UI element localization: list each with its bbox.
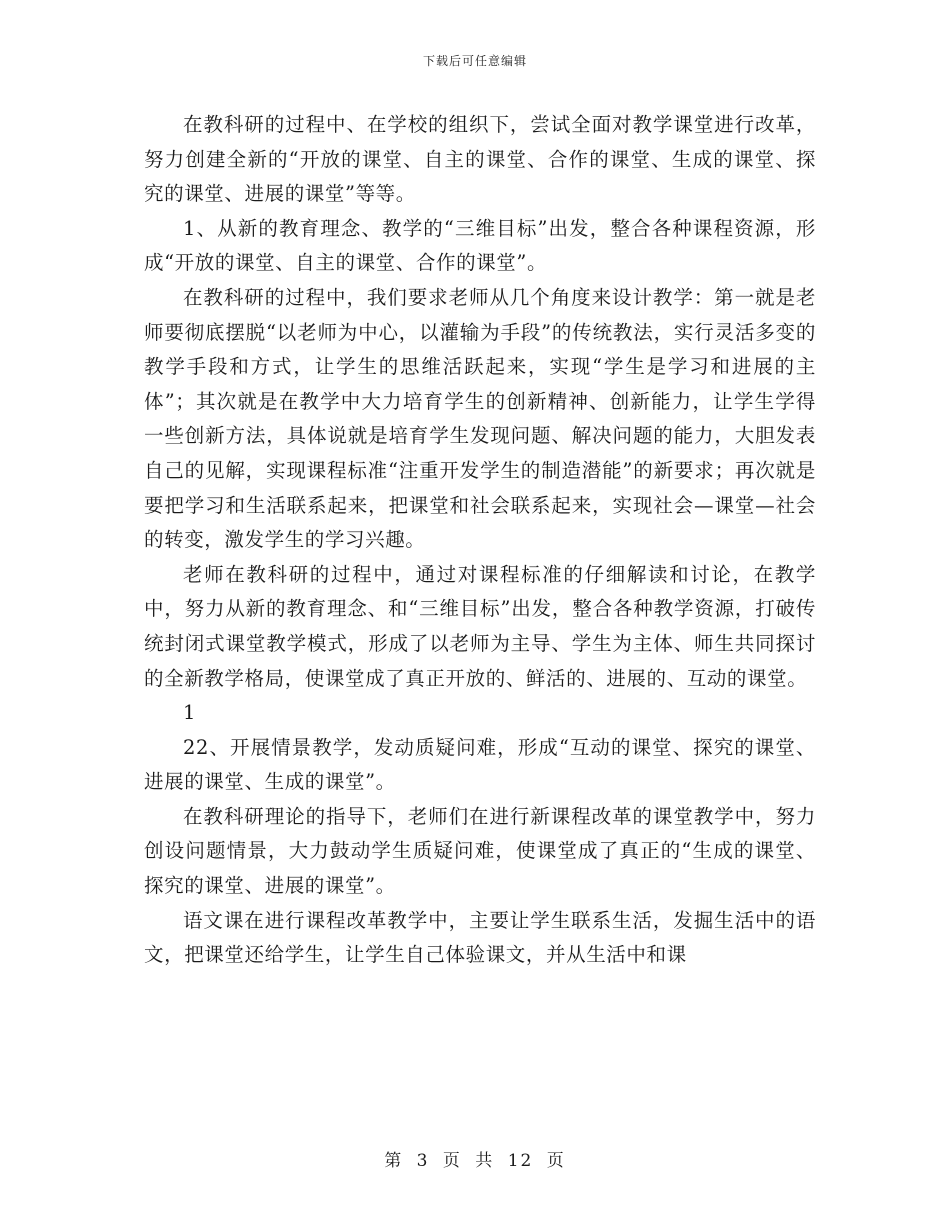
page-header: 下载后可任意编辑 — [422, 54, 527, 68]
page-footer: 第 3 页 共 12 页 — [384, 1151, 566, 1171]
paragraph-point-1-heading: 1、从新的教育理念、教学的“三维目标”出发，整合各种课程资源，形成“开放的课堂、自主的课堂、合作的课堂”。 — [144, 216, 816, 275]
paragraph-curriculum-standard: 老师在教科研的过程中，通过对课程标准的仔细解读和讨论，在教学中，努力从新的教育理念、和“三维目标”出发，整合各种教学资源，打破传统封闭式课堂教学模式，形成了以老师为主导、学生为主体、师生共同探讨的全新教学格局，使课堂成了真正开放的、鲜活的、进展的、互动的课堂。 — [144, 562, 816, 690]
paragraph-problem-situation: 在教科研理论的指导下，老师们在进行新课程改革的课堂教学中，努力创设问题情景，大力鼓动学生质疑问难，使课堂成了真正的“生成的课堂、探究的课堂、进展的课堂”。 — [144, 804, 816, 898]
paragraph-intro: 在教科研的过程中、在学校的组织下，尝试全面对教学课堂进行改革，努力创建全新的“开放的课堂、自主的课堂、合作的课堂、生成的课堂、探究的课堂、进展的课堂”等等。 — [144, 113, 816, 206]
paragraph-number-marker: 1 — [183, 701, 197, 725]
paragraph-point-2-heading: 22、开展情景教学，发动质疑问难，形成“互动的课堂、探究的课堂、进展的课堂、生成的课堂”。 — [144, 735, 816, 794]
paragraph-chinese-class: 语文课在进行课程改革教学中，主要让学生联系生活，发掘生活中的语文，把课堂还给学生，让学生自己体验课文，并从生活中和课 — [144, 908, 816, 967]
document-body — [144, 108, 816, 973]
paragraph-teaching-design: 在教科研的过程中，我们要求老师从几个角度来设计教学：第一就是老师要彻底摆脱“以老师为中心，以灌输为手段”的传统教法，实行灵活多变的教学手段和方式，让学生的思维活跃起来，实现“学生是学习和进展的主体”；其次就是在教学中大力培育学生的创新精神、创新能力，让学生学得一些创新方法，具体说就是培育学生发现问题、解决问题的能力，大胆发表自己的见解，实现课程标准“注重开发学生的制造潜能”的新要求；再次就是要把学习和生活联系起来，把课堂和社会联系起来，实现社会—课堂—社会的转变，激发学生的学习兴趣。 — [144, 285, 816, 552]
